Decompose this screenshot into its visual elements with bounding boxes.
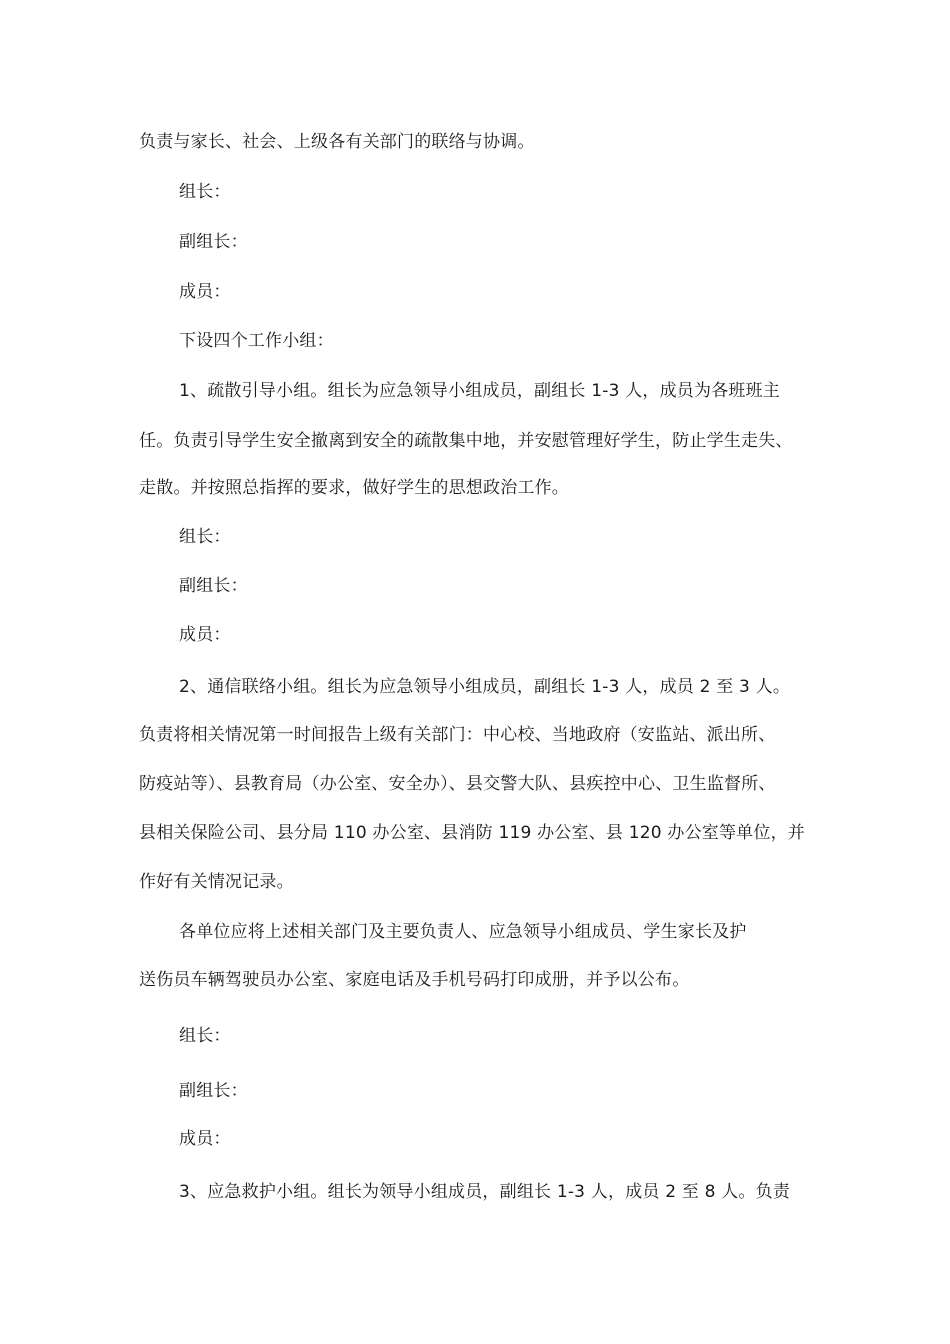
section-intro: 下设四个工作小组： (179, 331, 334, 351)
members-label: 成员： (179, 282, 231, 302)
paragraph-line: 走散。并按照总指挥的要求，做好学生的思想政治工作。 (139, 478, 569, 498)
paragraph-line: 作好有关情况记录。 (139, 872, 294, 892)
members-label: 成员： (179, 625, 231, 645)
paragraph-line: 县相关保险公司、县分局 110 办公室、县消防 119 办公室、县 120 办公室等单位，并 (139, 823, 805, 843)
group-leader-label: 组长： (179, 182, 231, 202)
deputy-leader-label: 副组长： (179, 232, 248, 252)
paragraph-line: 负责将相关情况第一时间报告上级有关部门：中心校、当地政府（安监站、派出所、 (139, 725, 776, 745)
paragraph-line: 1、疏散引导小组。组长为应急领导小组成员，副组长 1-3 人，成员为各班班主 (179, 381, 780, 401)
paragraph-line: 负责与家长、社会、上级各有关部门的联络与协调。 (139, 132, 535, 152)
paragraph-line: 任。负责引导学生安全撤离到安全的疏散集中地，并安慰管理好学生，防止学生走失、 (139, 431, 793, 451)
members-label: 成员： (179, 1129, 231, 1149)
paragraph-line: 送伤员车辆驾驶员办公室、家庭电话及手机号码打印成册，并予以公布。 (139, 970, 690, 990)
paragraph-line: 防疫站等）、县教育局（办公室、安全办）、县交警大队、县疾控中心、卫生监督所、 (139, 774, 776, 794)
deputy-leader-label: 副组长： (179, 1081, 248, 1101)
deputy-leader-label: 副组长： (179, 576, 248, 596)
paragraph-line: 3、应急救护小组。组长为领导小组成员，副组长 1-3 人，成员 2 至 8 人。负责 (179, 1182, 791, 1202)
group-leader-label: 组长： (179, 527, 231, 547)
paragraph-line: 2、通信联络小组。组长为应急领导小组成员，副组长 1-3 人，成员 2 至 3 人。 (179, 677, 791, 697)
group-leader-label: 组长： (179, 1026, 231, 1046)
paragraph-line: 各单位应将上述相关部门及主要负责人、应急领导小组成员、学生家长及护 (179, 922, 747, 942)
